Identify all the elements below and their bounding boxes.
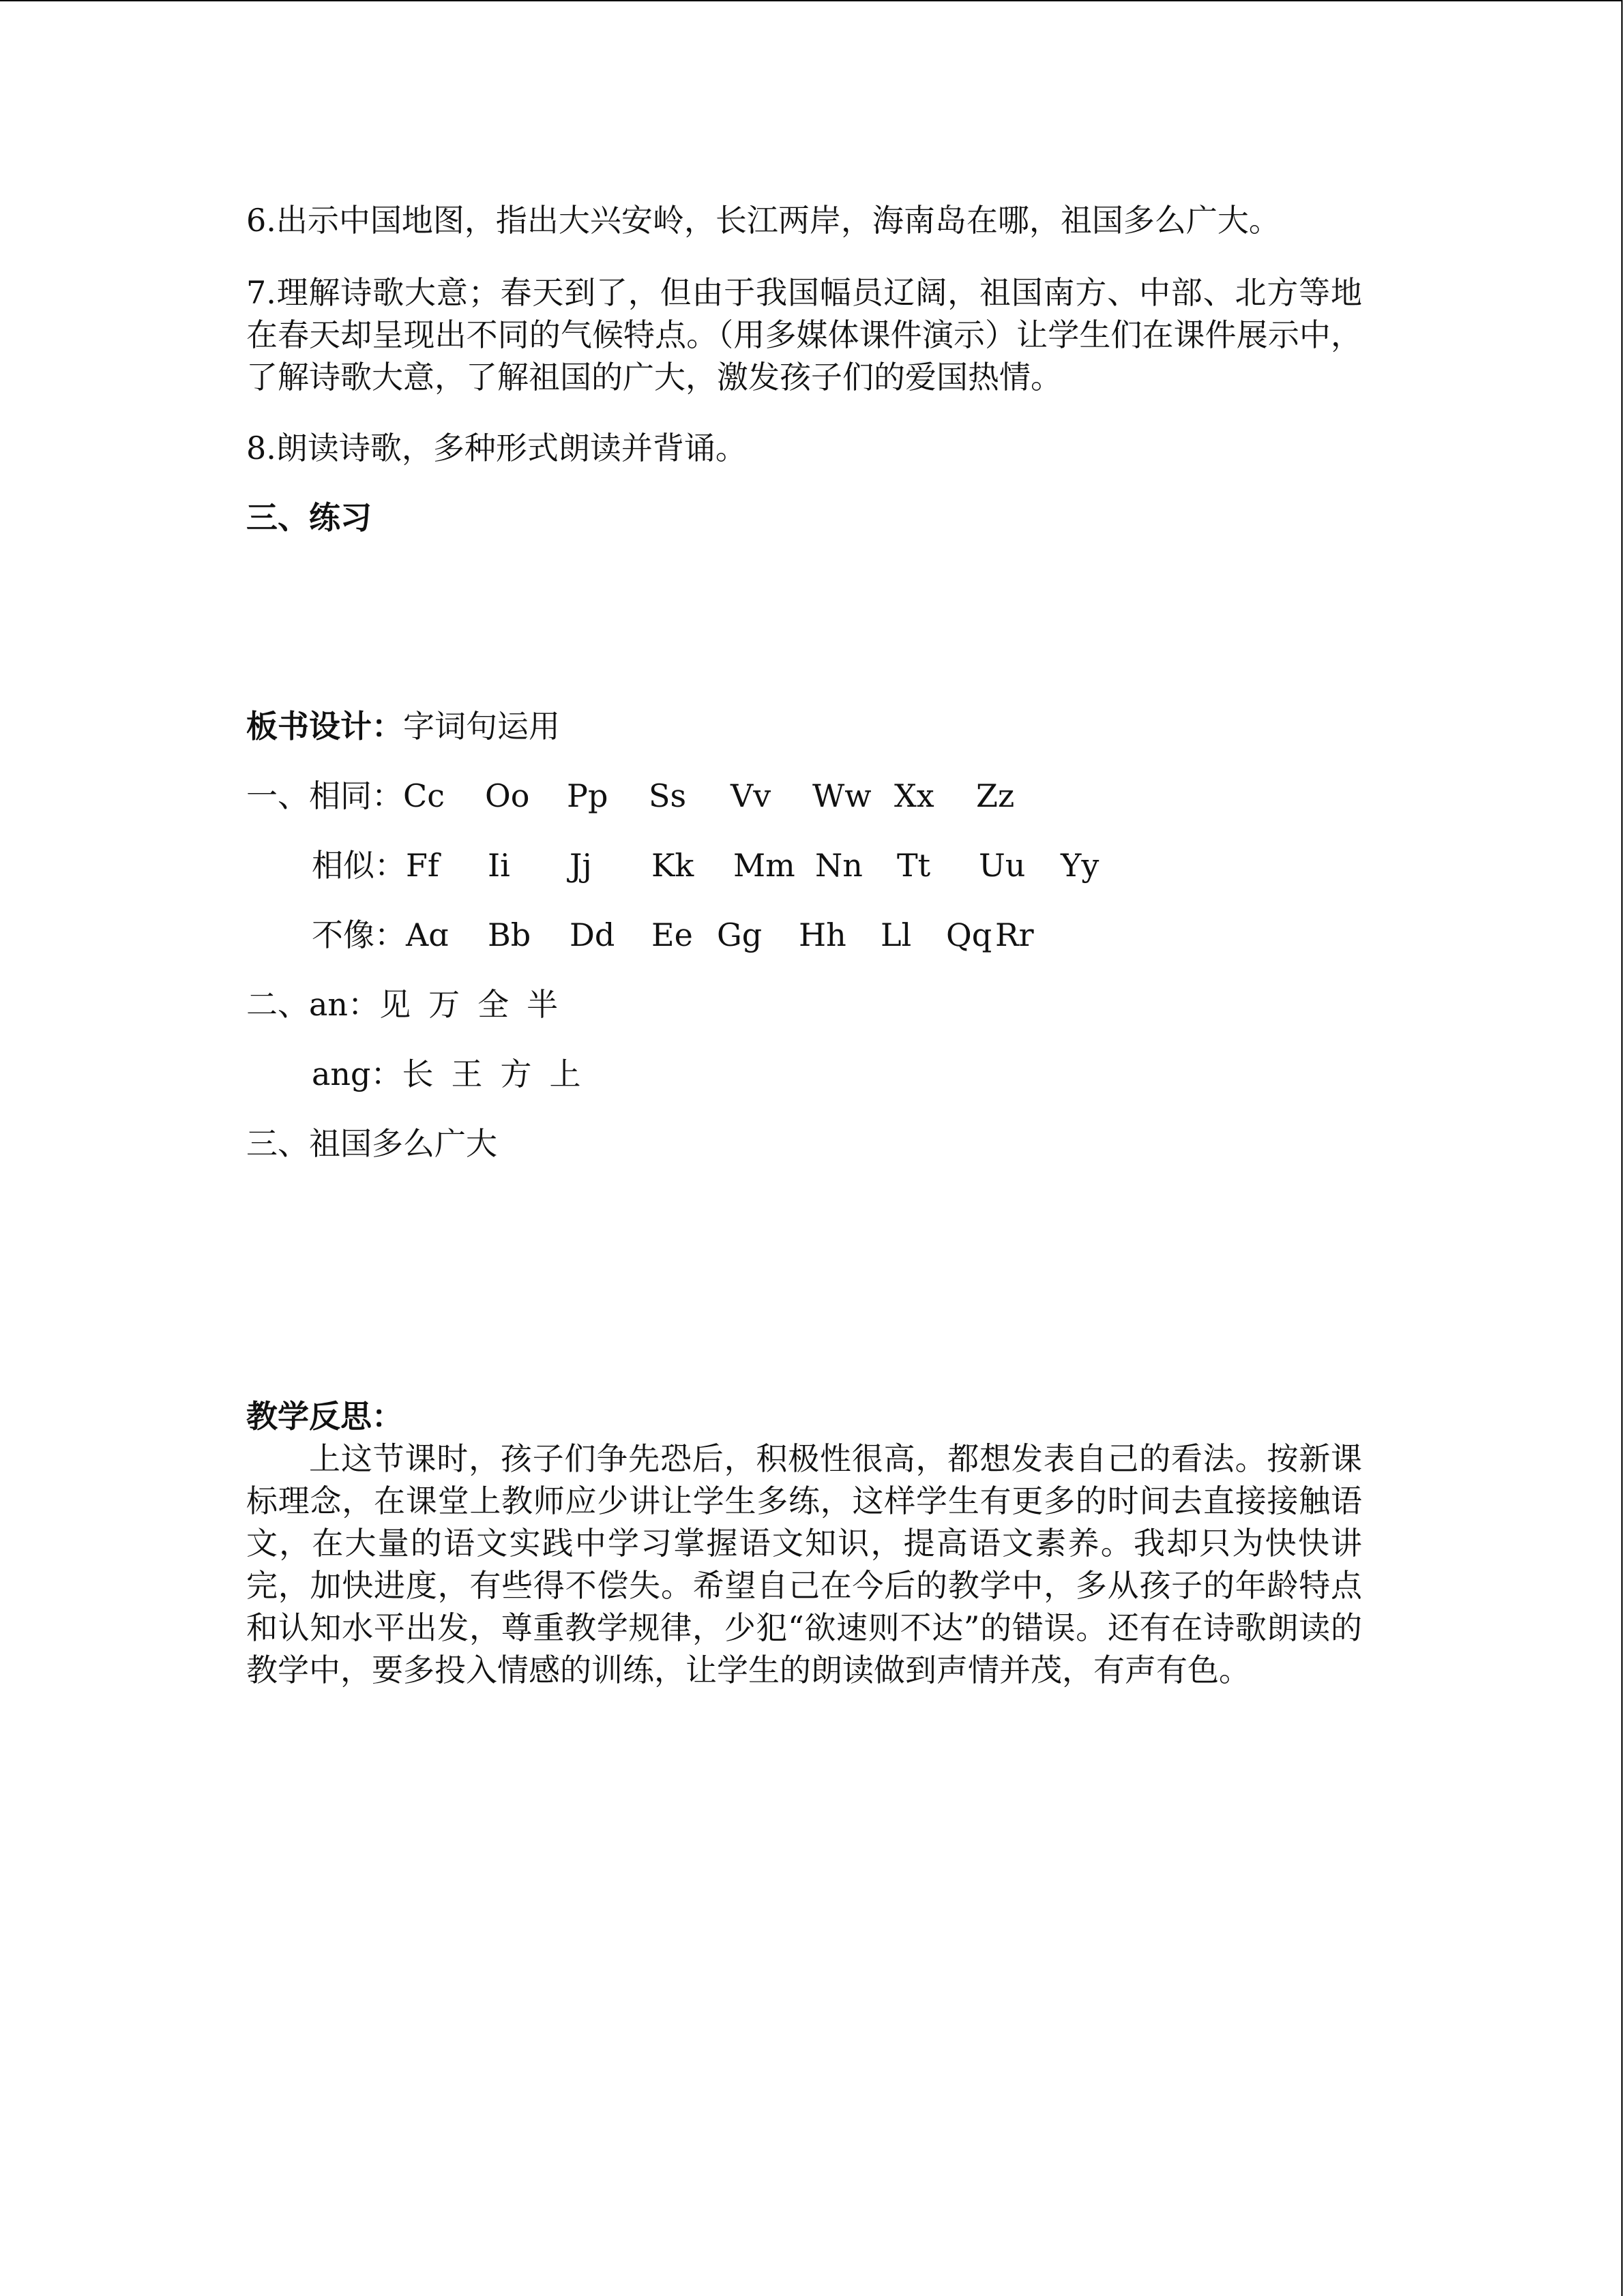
board-row-an <box>246 983 1362 1026</box>
letter-pair: Dd <box>570 916 615 953</box>
board-row-different <box>246 914 1362 956</box>
letter-pair: Ee <box>651 916 693 953</box>
letter-pair: Zz <box>976 777 1015 814</box>
letter-pair: Nn <box>815 847 863 884</box>
step-8: 8.朗读诗歌，多种形式朗读并背诵。 <box>246 430 747 466</box>
character: 半 <box>527 986 559 1023</box>
row-prefix: 相似： <box>312 847 406 884</box>
board-row-three: 三、祖国多么广大 <box>246 1125 497 1162</box>
letter-pair: Ii <box>488 847 510 884</box>
character: 方 <box>500 1056 532 1092</box>
row-prefix: 二、an： <box>246 986 380 1023</box>
character: 王 <box>451 1056 483 1092</box>
letter-pair: Ff <box>406 847 439 884</box>
letter-pair: Ss <box>649 777 687 814</box>
letter-pair: Hh <box>799 916 846 953</box>
letter-pair: Yy <box>1061 847 1099 884</box>
letter-pair: Mm <box>733 847 795 884</box>
letter-pair: Qq <box>946 916 992 953</box>
board-row-similar <box>246 844 1362 886</box>
row-prefix: ang： <box>312 1056 402 1092</box>
letter-pair: Bb <box>488 916 531 953</box>
letter-pair: Aɑ <box>406 916 449 953</box>
character: 长 <box>402 1056 434 1092</box>
step-6: 6.出示中国地图，指出大兴安岭，长江两岸，海南岛在哪，祖国多么广大。 <box>246 202 1280 239</box>
character: 见 <box>379 986 411 1023</box>
character: 万 <box>428 986 460 1023</box>
letter-pair: Kk <box>651 847 694 884</box>
board-design-title: 字词句运用 <box>403 708 560 745</box>
letter-pair: Xx <box>894 777 934 814</box>
letter-pair: Oo <box>485 777 530 814</box>
board-design-line <box>246 705 1362 747</box>
row-prefix: 一、相同： <box>246 777 403 814</box>
letter-pair: Ll <box>881 916 912 953</box>
letter-pair: Tt <box>897 847 931 884</box>
character: 全 <box>477 986 510 1023</box>
practice-heading: 三、练习 <box>246 499 372 536</box>
letter-pair: Rr <box>995 916 1034 953</box>
reflection-body: 上这节课时，孩子们争先恐后，积极性很高，都想发表自己的看法。按新课标理念，在课堂上教师应少讲让学生多练，这样学生有更多的时间去直接接触语文，在大量的语文实践中学习掌握语文知识，提高语文素养。我却只为快快讲完，加快进度，有些得不偿失。希望自己在今后的教学中，多从孩子的年龄特点和认知水平出发，尊重教学规律，少犯“欲速则不达”的错误。还有在诗歌朗读的教学中，要多投入情感的训练，让学生的朗读做到声情并茂，有声有色。 <box>246 1440 1362 1688</box>
board-row-same <box>246 775 1362 817</box>
letter-pair: Uu <box>979 847 1026 884</box>
reflection-heading: 教学反思： <box>246 1398 403 1435</box>
row-prefix: 不像： <box>312 916 406 953</box>
letter-pair: Jj <box>570 847 592 884</box>
letter-pair: Gg <box>717 916 763 953</box>
board-design-label: 板书设计： <box>246 708 403 745</box>
letter-pair: Vv <box>730 777 771 814</box>
letter-pair: Cc <box>403 777 445 814</box>
letter-pair: Pp <box>567 777 608 814</box>
step-7: 7.理解诗歌大意；春天到了，但由于我国幅员辽阔，祖国南方、中部、北方等地在春天却呈现出不同的气候特点。（用多媒体课件演示）让学生们在课件展示中，了解诗歌大意，了解祖国的广大，激发孩子们的爱国热情。 <box>246 274 1362 396</box>
board-row-ang <box>246 1053 1362 1095</box>
character: 上 <box>549 1056 581 1092</box>
document-content <box>246 191 1362 1691</box>
letter-pair: Ww <box>812 777 872 814</box>
